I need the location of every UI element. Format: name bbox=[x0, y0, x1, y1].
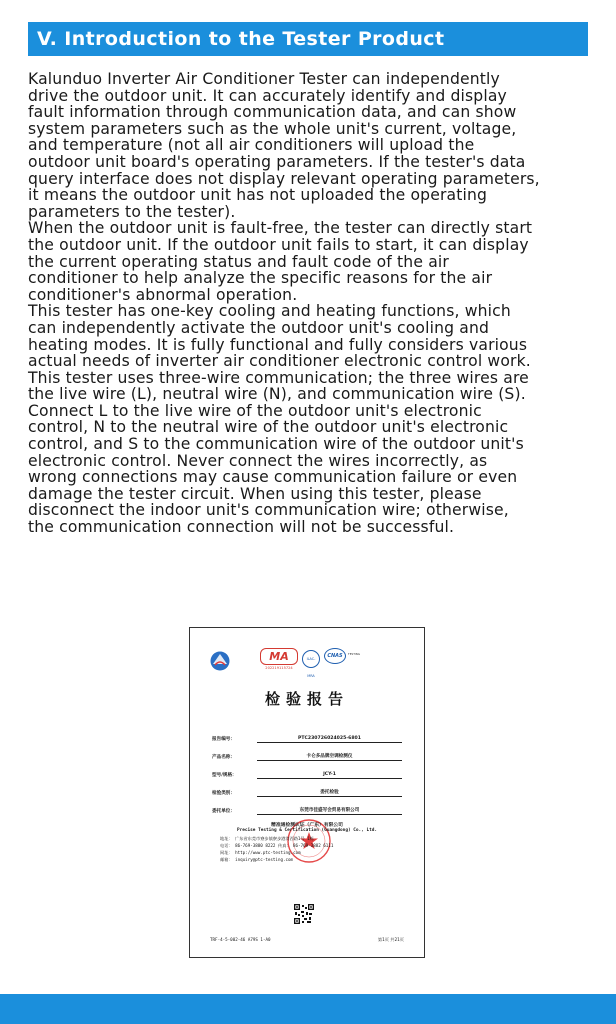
body-text-line: Kalunduo Inverter Air Conditioner Tester can independently bbox=[28, 70, 500, 88]
body-text-line: parameters to the tester). bbox=[28, 202, 236, 221]
company-contact-line: 网址： http://www.ptc-testing.com bbox=[220, 850, 301, 855]
company-name-en: Precise Testing & Certification (Guangdong) Co., Ltd. bbox=[236, 828, 378, 833]
cnas-logo-icon: CNAS bbox=[323, 648, 347, 668]
body-text-line: This tester has one-key cooling and heating functions, which bbox=[28, 302, 511, 321]
body-text-line: system parameters such as the whole unit's current, voltage, bbox=[28, 119, 517, 138]
company-contact-line: 电话： 86-769-3880 8222 传真： 86-769-3882 6111 bbox=[220, 843, 334, 848]
body-text-line: fault information through communication data, and can show bbox=[28, 103, 517, 122]
body-text-line: outdoor unit board's operating parameters. If the tester's data bbox=[28, 152, 526, 171]
body-text-line: heating modes. It is fully functional and fully considers various bbox=[28, 335, 528, 354]
footer-bar bbox=[0, 994, 616, 1024]
report-field-label: 产品名称： bbox=[212, 755, 235, 760]
body-text-line: drive the outdoor unit. It can accurately identify and display bbox=[28, 86, 507, 105]
report-field-row bbox=[212, 731, 402, 743]
body-text-line: conditioner's abnormal operation. bbox=[28, 285, 298, 304]
report-field-label: 报告编号： bbox=[212, 737, 235, 742]
ilac-logo-icon: ILAC-MRA bbox=[302, 650, 320, 668]
cnas-testing-text: TESTING bbox=[348, 652, 361, 656]
body-text-line: it means the outdoor unit has not uploaded the operating bbox=[28, 186, 488, 205]
report-field-label: 检验类别： bbox=[212, 791, 235, 796]
company-contact-line: 邮箱： inquiry@ptc-testing.com bbox=[220, 857, 294, 862]
report-field-value: JCY-1 bbox=[257, 772, 402, 779]
report-field-row bbox=[212, 767, 402, 779]
report-field-value: PTC230726024025-6801 bbox=[257, 736, 402, 743]
report-field-value: 委托检验 bbox=[257, 789, 402, 797]
body-text-line: Connect L to the live wire of the outdoor unit's electronic bbox=[28, 401, 482, 420]
body-text-line: the outdoor unit. If the outdoor unit fails to start, it can display bbox=[28, 235, 529, 254]
report-field-row bbox=[212, 803, 402, 815]
body-text-line: When the outdoor unit is fault-free, the tester can directly start bbox=[28, 219, 533, 238]
body-text-line: conditioner to help analyze the specific reasons for the air bbox=[28, 269, 493, 288]
product-intro-text bbox=[28, 71, 593, 536]
body-text-line: wrong connections may cause communication failure or even bbox=[28, 468, 518, 487]
body-text-line: This tester uses three-wire communication; the three wires are bbox=[28, 368, 529, 387]
body-text-line: disconnect the indoor unit's communication wire; otherwise, bbox=[28, 501, 509, 520]
body-text-line: electronic control. Never connect the wires incorrectly, as bbox=[28, 451, 488, 470]
body-text-line: the current operating status and fault code of the air bbox=[28, 252, 449, 271]
report-field-value: 东莞市佳盛写会贸易有限公司 bbox=[257, 807, 402, 815]
company-contact-line: 地址： 广东省东莞市寮步镇寮步港湾西路1号 1栋 bbox=[220, 836, 314, 841]
report-field-label: 型号/规格： bbox=[212, 773, 237, 778]
body-text-line: can independently activate the outdoor unit's cooling and bbox=[28, 318, 490, 337]
body-text-line: control, N to the neutral wire of the outdoor unit's electronic bbox=[28, 418, 509, 437]
report-title: 检验报告 bbox=[264, 690, 349, 708]
test-report-certificate bbox=[189, 627, 425, 958]
body-text-line: and temperature (not all air conditioners will upload the bbox=[28, 136, 475, 155]
body-text-line: query interface does not display relevant operating parameters, bbox=[28, 169, 540, 188]
ptc-logo-icon bbox=[209, 650, 231, 672]
body-text-line: control, and S to the communication wire of the outdoor unit's bbox=[28, 435, 524, 454]
body-text-line: damage the tester circuit. When using this tester, please bbox=[28, 484, 482, 503]
report-form-code: TRF-4-5-002-46 A79S 1-A0 bbox=[210, 937, 271, 942]
body-text-line: the communication connection will not be successful. bbox=[28, 518, 455, 537]
body-text-line: the live wire (L), neutral wire (N), and communication wire (S). bbox=[28, 385, 526, 404]
report-page-number: 第1页 共21页 bbox=[377, 937, 404, 942]
body-text-line: actual needs of inverter air conditioner electronic control work. bbox=[28, 352, 531, 371]
report-field-value: 卡仑多品牌空调检测仪 bbox=[257, 753, 402, 761]
cma-logo-icon: MA 202219115724 bbox=[260, 648, 298, 670]
report-field-row bbox=[212, 785, 402, 797]
company-name-cn: 精准通检测认证（广东）有限公司 bbox=[271, 823, 343, 828]
section-title: V. Introduction to the Tester Product bbox=[28, 22, 588, 56]
qr-code-icon bbox=[294, 904, 314, 924]
report-field-row bbox=[212, 749, 402, 761]
report-field-label: 委托单位： bbox=[212, 809, 235, 814]
